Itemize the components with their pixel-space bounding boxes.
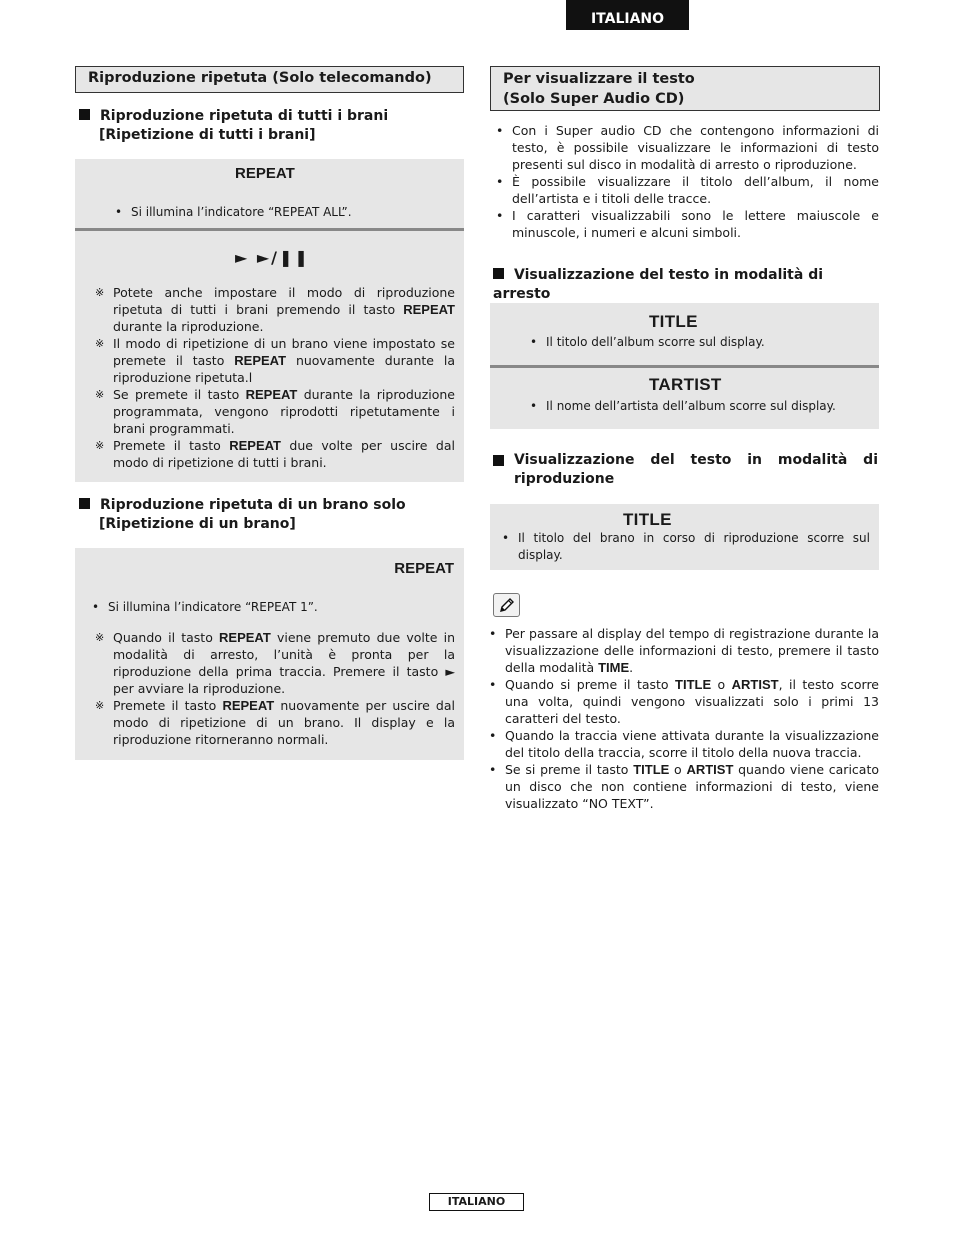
subheading-repeat-one: Riproduzione ripetuta di un brano solo [Ripetizione di un brano]	[79, 496, 464, 534]
list-item: • È possibile visualizzare il titolo dell’album, il nome dell’artista e i titoli delle tracce.	[494, 173, 879, 207]
title-button-label: TITLE	[623, 510, 672, 529]
square-bullet-icon	[79, 109, 90, 120]
repeat-button-label: REPEAT	[394, 560, 454, 577]
list-item: ※ Quando il tasto REPEAT viene premuto due volte in modalità di arresto, l’unità è pronta per la riproduzione della prima traccia. Premere il tasto ► per avviare la riproduzione.	[95, 629, 455, 697]
list-item: ※ Il modo di ripetizione di un brano viene impostato se premete il tasto REPEAT nuovamente durante la riproduzione ripetuta.l	[95, 335, 455, 386]
footer-language-label: ITALIANO	[429, 1193, 524, 1211]
square-bullet-icon	[493, 455, 504, 466]
list-item: • Se si preme il tasto TITLE o ARTIST quando viene caricato un disco che non contiene informazioni di testo, viene visualizzato “NO TEXT”.	[487, 761, 879, 812]
list-item: ※ Se premete il tasto REPEAT durante la riproduzione programmata, vengono riprodotti ripetutamente i brani programmati.	[95, 386, 455, 437]
instruction-panel-repeat-all	[75, 159, 464, 228]
repeat-one-notes	[95, 629, 455, 748]
list-item: • Quando si preme il tasto TITLE o ARTIST, il testo scorre una volta, quindi vengono visualizzati solo i primi 13 caratteri del testo.	[487, 676, 879, 727]
play-pause-icon: ► ►/❚❚	[235, 248, 310, 267]
list-item: ※ Potete anche impostare il modo di riproduzione ripetuta di tutti i brani premendo il tasto REPEAT durante la riproduzione.	[95, 284, 455, 335]
text-display-notes	[487, 625, 879, 812]
square-bullet-icon	[493, 268, 504, 279]
list-item: • Per passare al display del tempo di registrazione durante la visualizzazione delle informazioni di testo, premere il tasto della modalità TIME.	[487, 625, 879, 676]
language-tab: ITALIANO	[566, 0, 689, 30]
indicator-note: • Si illumina l’indicatore “REPEAT ALL”.	[113, 204, 453, 221]
list-item: • Quando la traccia viene attivata durante la visualizzazione del titolo della traccia, scorre il titolo della nuova traccia.	[487, 727, 879, 761]
subheading-stop-mode: Visualizzazione del testo in modalità di arresto	[493, 267, 824, 302]
title-description: • Il titolo dell’album scorre sul display.	[528, 334, 873, 351]
title-button-label: TITLE	[649, 312, 698, 331]
artist-button-label: TARTIST	[649, 375, 722, 394]
pencil-icon	[493, 593, 520, 617]
repeat-all-notes	[95, 284, 455, 471]
indicator-note: • Si illumina l’indicatore “REPEAT 1”.	[90, 599, 450, 616]
subheading-repeat-all: Riproduzione ripetuta di tutti i brani [Ripetizione di tutti i brani]	[79, 107, 464, 145]
play-title-panel	[490, 504, 879, 570]
text-display-intro	[494, 122, 879, 241]
list-item: • Con i Super audio CD che contengono informazioni di testo, è possibile visualizzare le informazioni di testo presenti sul disco in modalità di arresto o riproduzione.	[494, 122, 879, 173]
subheading-play-mode: Visualizzazione del testo in modalità di riproduzione	[493, 451, 879, 489]
list-item: ※ Premete il tasto REPEAT due volte per uscire dal modo di ripetizione di tutti i brani.	[95, 437, 455, 471]
stop-artist-panel	[490, 368, 879, 429]
list-item: • I caratteri visualizzabili sono le lettere maiuscole e minuscole, i numeri e alcuni simboli.	[494, 207, 879, 241]
list-item: ※ Premete il tasto REPEAT nuovamente per uscire dal modo di ripetizione di un brano. Il display e la riproduzione ritorneranno normali.	[95, 697, 455, 748]
title-description: • Il titolo del brano in corso di riproduzione scorre sul display.	[500, 530, 870, 564]
repeat-button-label: REPEAT	[235, 165, 295, 182]
artist-description: • Il nome dell’artista dell’album scorre sul display.	[528, 398, 873, 415]
stop-title-panel	[490, 303, 879, 365]
section-title-repeat: Riproduzione ripetuta (Solo telecomando)	[75, 66, 464, 93]
section-title-text-display: Per visualizzare il testo (Solo Super Audio CD)	[490, 66, 880, 111]
square-bullet-icon	[79, 498, 90, 509]
instruction-panel-play	[75, 231, 464, 482]
instruction-panel-repeat-one	[75, 548, 464, 760]
